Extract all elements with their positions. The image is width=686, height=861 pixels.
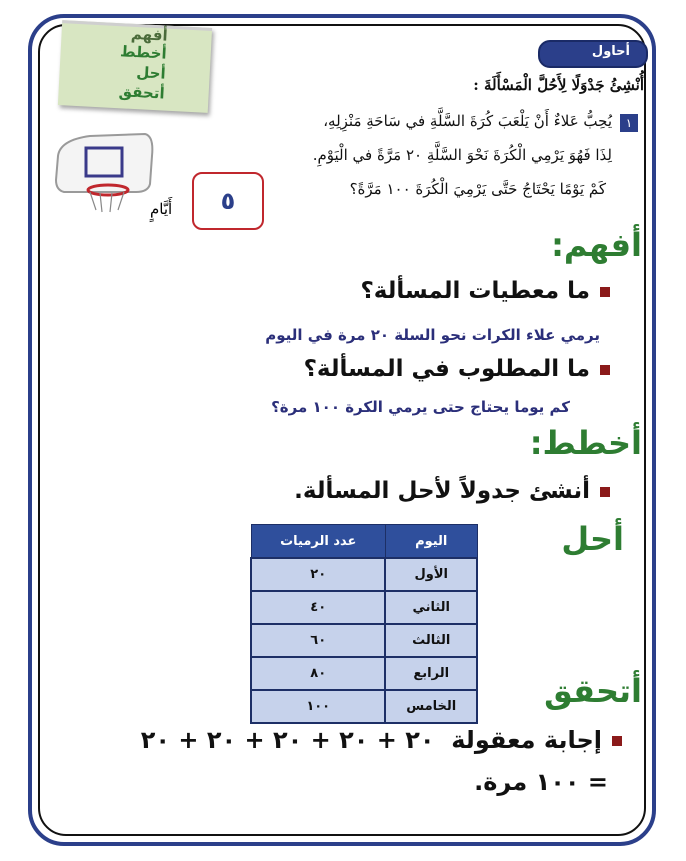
answer-box (192, 172, 264, 230)
understand-question-2 (304, 356, 610, 382)
table-cell-day: الرابع (385, 657, 477, 690)
problem-number: ١ (620, 114, 638, 132)
note-line: أتحقق (118, 82, 166, 103)
solve-heading: أحل (561, 520, 624, 558)
understand-heading: أفهم: (551, 226, 642, 264)
table-row (251, 558, 477, 591)
answer-value: ٥ (220, 187, 236, 215)
table-cell-throws: ٤٠ (251, 591, 385, 624)
table-cell-throws: ٨٠ (251, 657, 385, 690)
bullet-icon (600, 287, 610, 297)
plan-item-text: أنشئ جدولاً لأحل المسألة. (294, 478, 590, 504)
table-cell-throws: ١٠٠ (251, 690, 385, 723)
bullet-icon (600, 487, 610, 497)
check-sum: ٢٠ + ٢٠ + ٢٠ + ٢٠ + ٢٠ (140, 726, 435, 754)
table-cell-throws: ٢٠ (251, 558, 385, 591)
problem-line-3: كَمْ يَوْمًا يَحْتَاجُ حَتَّى يَرْمِيَ الْكُرَةَ ١٠٠ مَرَّةً؟ (349, 180, 606, 198)
lesson-badge (538, 40, 648, 68)
bullet-icon (600, 365, 610, 375)
table-header-day: اليوم (385, 525, 477, 559)
check-heading: أتحقق (544, 672, 642, 710)
understand-answer-1: يرمي علاء الكرات نحو السلة ٢٠ مرة في اليوم (265, 326, 600, 344)
understand-question-1 (360, 278, 610, 304)
table-cell-day: الأول (385, 558, 477, 591)
table-header-row (251, 525, 477, 559)
table-cell-day: الثاني (385, 591, 477, 624)
table-cell-day: الثالث (385, 624, 477, 657)
problem-line-1: يُحِبُّ عَلاءٌ أَنْ يَلْعَبَ كُرَةَ السَّلَّةِ في سَاحَةِ مَنْزِلِهِ، (323, 112, 612, 130)
plan-heading: أخطط: (529, 424, 642, 462)
check-label: إجابة معقولة (451, 726, 602, 754)
note-line: أفهم (130, 24, 169, 45)
lesson-badge-label: أحاول (591, 44, 630, 59)
bullet-icon (612, 736, 622, 746)
days-throws-table (250, 524, 478, 724)
intro-instruction: أُنْشِئُ جَدْوَلًا لِأَحُلَّ الْمَسْأَلَةَ : (473, 76, 644, 94)
answer-unit: أَيَّامٍ (150, 200, 173, 218)
table-row (251, 657, 477, 690)
check-line (98, 726, 622, 754)
table-cell-day: الخامس (385, 690, 477, 723)
basketball-hoop-icon (50, 126, 160, 216)
table-header-throws: عدد الرميات (251, 525, 385, 559)
note-line: أحل (135, 63, 167, 83)
problem-line-2: لِذَا فَهُوَ يَرْمِي الْكُرَةَ نَحْوَ السَّلَّةِ ٢٠ مَرَّةً في الْيَوْمِ. (312, 146, 612, 164)
understand-question-2-text: ما المطلوب في المسألة؟ (303, 356, 590, 382)
note-line: أخطط (119, 42, 168, 63)
plan-item (294, 478, 610, 504)
understand-question-1-text: ما معطيات المسألة؟ (360, 278, 590, 304)
table-cell-throws: ٦٠ (251, 624, 385, 657)
strategy-sticky-note (58, 20, 212, 113)
check-result: = ١٠٠ مرة. (474, 768, 608, 796)
table-row (251, 591, 477, 624)
table-row (251, 624, 477, 657)
understand-answer-2: كم يوما يحتاج حتى يرمي الكرة ١٠٠ مرة؟ (271, 398, 570, 416)
table-row (251, 690, 477, 723)
